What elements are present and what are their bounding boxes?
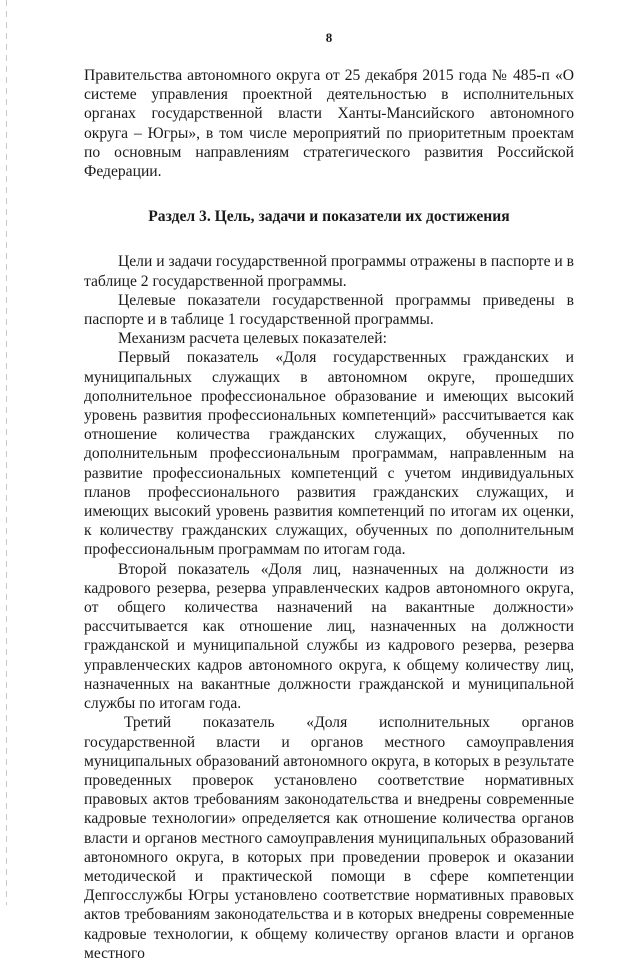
paragraph-goals: Цели и задачи государственной программы отражены в паспорте и в таблице 2 государственной программы. — [84, 253, 574, 290]
page-number: 8 — [325, 30, 333, 45]
paragraph-continuation: Правительства автономного округа от 25 декабря 2015 года № 485-п «О системе управления проектной деятельностью в исполнительных органах государственной власти Ханты-Мансийского автономного округа – Югры», в том числе мероприятий по приоритетным проектам по основным направлениям стратегического развития Российской Федерации. — [84, 67, 574, 181]
paragraph-second-indicator: Второй показатель «Доля лиц, назначенных на должности из кадрового резерва, резерва управленческих кадров автономного округа, от общего количества назначений на вакантные должности» рассчитывается как отношение лиц, назначенных на должности гражданской и муниципальной службы из кадрового резерва, резерва управленческих кадров автономного округа, к общему количеству лиц, назначенных на вакантные должности гражданской и муниципальной службы по итогам года. — [84, 560, 574, 713]
document-body — [84, 66, 574, 963]
scan-edge-line — [6, 0, 7, 905]
paragraph-third-indicator: Третий показатель «Доля исполнительных органов государственной власти и органов местного самоуправления муниципальных образований автономного округа, в которых в результате проведенных проверок установлено соответствие нормативных правовых актов требованиям законодательства и внедрены современные кадровые технологии» определяется как отношение количества органов власти и органов местного самоуправления муниципальных образований автономного округа, в которых при проведении проверок и оказании методической и практической помощи в сфере компетенции Депгосслужбы Югры установлено соответствие нормативных правовых актов требованиям законодательства и в которых внедрены современные кадровые технологии, к общему количеству органов власти и органов местного — [84, 714, 574, 962]
paragraph-mechanism: Механизм расчета целевых показателей: — [118, 330, 387, 348]
paragraph-first-indicator: Первый показатель «Доля государственных гражданских и муниципальных служащих в автономном округе, прошедших дополнительное профессиональное образование и имеющих высокий уровень развития профессиональных компетенций» рассчитывается как отношение количества гражданских служащих, обученных по дополнительным профессиональным программам, направленным на развитие профессиональных компетенций с учетом индивидуальных планов профессионального развития гражданских служащих, и имеющих высокий уровень развития компетенций по итогам их оценки, к количеству гражданских служащих, обученных по дополнительным профессиональным программам по итогам года. — [84, 349, 574, 559]
section-heading: Раздел 3. Цель, задачи и показатели их достижения — [148, 208, 510, 226]
paragraph-target-indicators: Целевые показатели государственной программы приведены в паспорте и в таблице 1 государственной программы. — [84, 291, 574, 329]
